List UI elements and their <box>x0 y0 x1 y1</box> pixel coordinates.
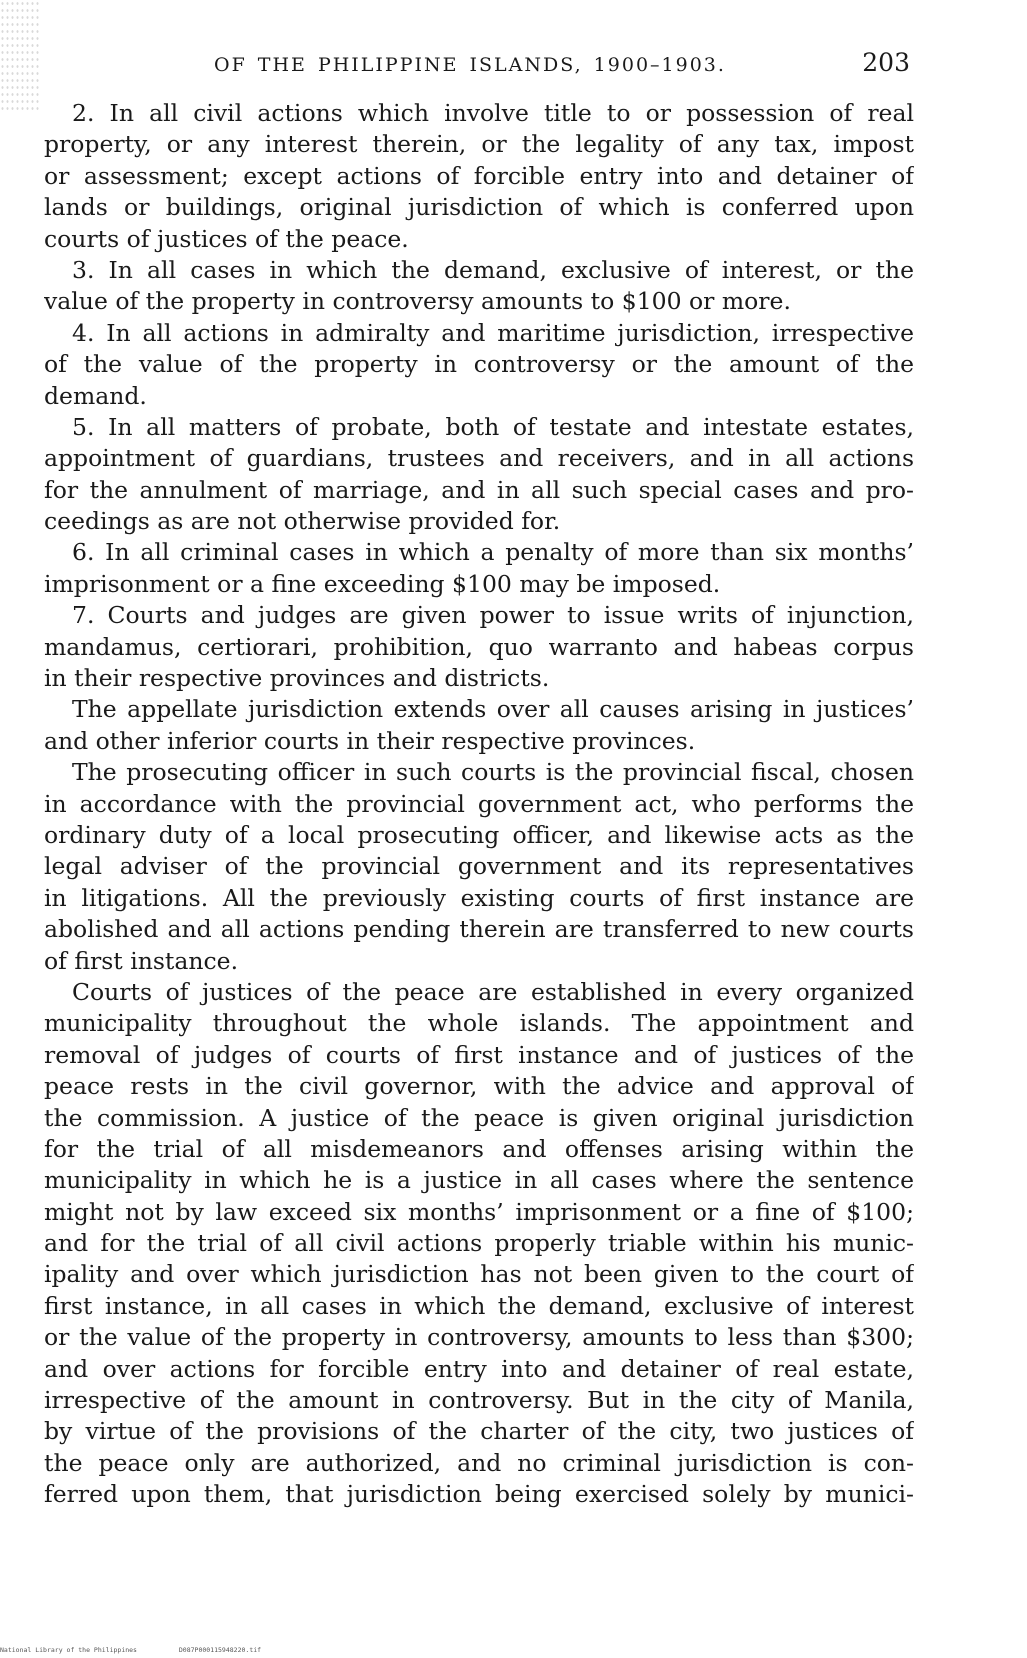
text-line: in litigations. All the previously existing courts of first instance are <box>44 883 914 912</box>
text-line: first instance, in all cases in which the demand, exclusive of interest <box>44 1291 914 1320</box>
running-head: OF THE PHILIPPINE ISLANDS, 1900–1903. <box>214 54 726 76</box>
text-line: or the value of the property in controversy, amounts to less than $300; <box>44 1323 914 1352</box>
footer-library: National Library of the Philippines <box>0 1646 137 1654</box>
text-line: municipality throughout the whole islands. The appointment and <box>44 1009 914 1038</box>
text-line: and other inferior courts in their respective provinces. <box>44 726 696 755</box>
text-line: peace rests in the civil governor, with the advice and approval of <box>44 1072 914 1101</box>
body-text <box>44 98 914 1511</box>
footer-file-id: D087P000115948220.tif <box>178 1646 262 1654</box>
text-line: 6. In all criminal cases in which a penalty of more than six months’ <box>72 538 914 567</box>
text-line: appointment of guardians, trustees and receivers, and in all actions <box>44 444 914 473</box>
text-line: of the value of the property in controversy or the amount of the <box>44 350 914 379</box>
text-line: the commission. A justice of the peace is given original jurisdiction <box>44 1103 914 1132</box>
text-line: by virtue of the provisions of the charter of the city, two justices of <box>44 1417 914 1446</box>
text-line: demand. <box>44 381 147 410</box>
text-line: irrespective of the amount in controversy. But in the city of Manila, <box>44 1386 914 1415</box>
text-line: The appellate jurisdiction extends over all causes arising in justices’ <box>72 695 914 724</box>
text-line: of first instance. <box>44 946 239 975</box>
text-line: 3. In all cases in which the demand, exclusive of interest, or the <box>72 255 914 284</box>
text-line: property, or any interest therein, or the legality of any tax, impost <box>44 130 914 159</box>
text-line: for the trial of all misdemeanors and offenses arising within the <box>44 1134 914 1163</box>
page-header <box>200 44 910 84</box>
text-line: ordinary duty of a local prosecuting officer, and likewise acts as the <box>44 820 914 849</box>
text-line: ipality and over which jurisdiction has not been given to the court of <box>44 1260 914 1289</box>
text-line: 2. In all civil actions which involve title to or possession of real <box>72 99 914 127</box>
text-line: legal adviser of the provincial government and its representatives <box>44 852 914 881</box>
text-line: abolished and all actions pending therein are transferred to new courts <box>44 915 914 944</box>
text-line: ceedings as are not otherwise provided for. <box>44 507 561 536</box>
scan-noise-edge <box>0 0 40 110</box>
text-line: 4. In all actions in admiralty and maritime jurisdiction, irrespective <box>72 318 914 347</box>
text-line: mandamus, certiorari, prohibition, quo warranto and habeas corpus <box>44 632 914 661</box>
text-line: for the annulment of marriage, and in all such special cases and pro- <box>44 475 914 504</box>
text-line: in their respective provinces and districts. <box>44 664 550 693</box>
page-number: 203 <box>862 48 910 77</box>
text-line: or assessment; except actions of forcible entry into and detainer of <box>44 161 914 190</box>
text-line: imprisonment or a fine exceeding $100 may be imposed. <box>44 569 721 598</box>
text-line: 7. Courts and judges are given power to issue writs of injunction, <box>72 601 914 630</box>
text-line: 5. In all matters of probate, both of testate and intestate estates, <box>72 412 914 441</box>
text-line: value of the property in controversy amounts to $100 or more. <box>44 287 791 316</box>
text-line: Courts of justices of the peace are established in every organized <box>72 977 914 1006</box>
text-line: and over actions for forcible entry into and detainer of real estate, <box>44 1354 914 1383</box>
scan-footer <box>0 1646 300 1656</box>
text-line: removal of judges of courts of first instance and of justices of the <box>44 1040 914 1069</box>
text-line: municipality in which he is a justice in all cases where the sentence <box>44 1166 914 1195</box>
text-line: might not by law exceed six months’ imprisonment or a fine of $100; <box>44 1197 914 1226</box>
text-line: courts of justices of the peace. <box>44 224 409 253</box>
text-line: The prosecuting officer in such courts is the provincial fiscal, chosen <box>72 758 914 787</box>
text-line: and for the trial of all civil actions properly triable within his munic- <box>44 1229 914 1258</box>
text-line: the peace only are authorized, and no criminal jurisdiction is con- <box>44 1448 914 1477</box>
text-line: lands or buildings, original jurisdiction of which is conferred upon <box>44 193 914 222</box>
text-line: ferred upon them, that jurisdiction being exercised solely by munici- <box>44 1480 914 1509</box>
text-line: in accordance with the provincial government act, who performs the <box>44 789 914 818</box>
